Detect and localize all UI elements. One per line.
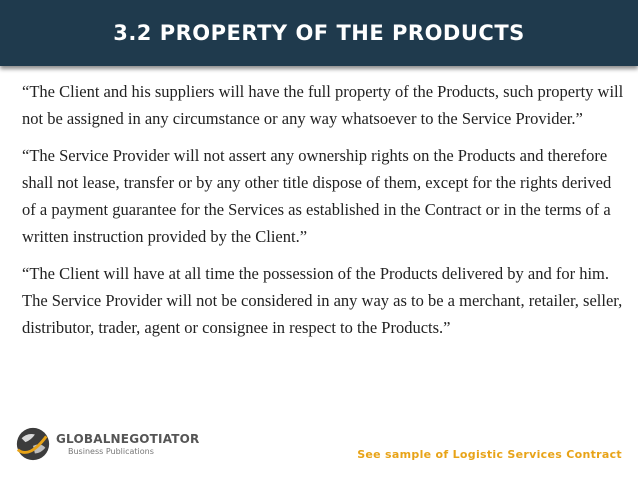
clause-paragraph-1: “The Client and his suppliers will have the full property of the Products, such property will not be assigned in any circumstance or any way whatsoever to the Service Provider.” bbox=[22, 82, 624, 128]
clause-paragraph-2: “The Service Provider will not assert any ownership rights on the Products and therefore shall not lease, transfer or by any other title dispose of them, except for the rights derived of a payment guarantee for the Services as established in the Contract or in the terms of a written instruction provided by the Client.” bbox=[22, 146, 612, 246]
page-title: 3.2 PROPERTY OF THE PRODUCTS bbox=[113, 21, 525, 45]
logo-name: GLOBALNEGOTIATOR bbox=[56, 432, 200, 446]
globe-logo-icon bbox=[14, 425, 52, 463]
sample-contract-link[interactable]: See sample of Logistic Services Contract bbox=[357, 448, 622, 461]
footer bbox=[0, 418, 638, 479]
globalnegotiator-logo[interactable] bbox=[14, 425, 199, 463]
header-bar bbox=[0, 0, 638, 66]
logo-subtitle: Business Publications bbox=[68, 447, 154, 456]
contract-clause-text bbox=[22, 78, 626, 351]
clause-paragraph-3: “The Client will have at all time the possession of the Products delivered by and for him. The Service Provider will not be considered in any way as to be a merchant, retailer, seller, distributor, trader, agent or consignee in respect to the Products.” bbox=[22, 264, 623, 337]
